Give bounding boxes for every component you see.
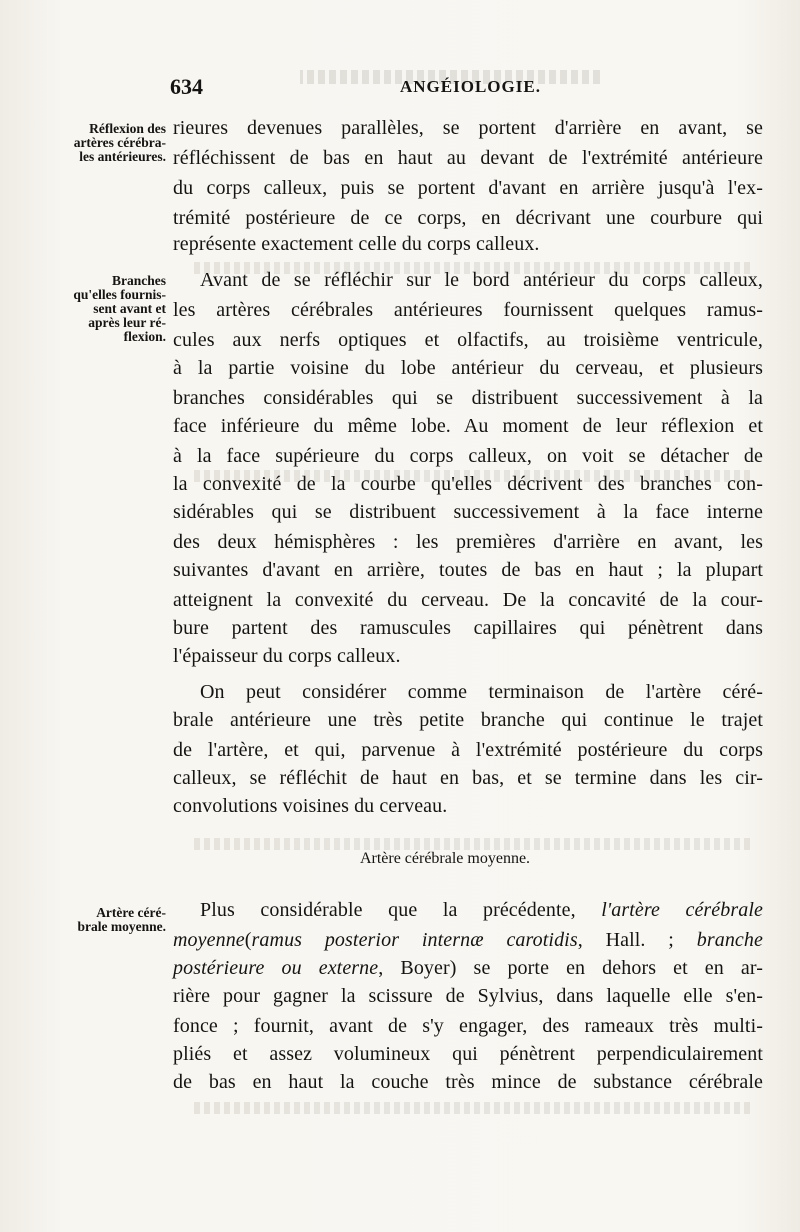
text-line: Avant de se réfléchir sur le bord antérieur du corps calleux, xyxy=(200,269,763,291)
section-heading xyxy=(0,850,800,868)
sidenote-line: artères cérébra- xyxy=(73,135,166,150)
text-line: atteignent la convexité du cerveau. De la concavité de la cour- xyxy=(173,589,763,611)
sidenote-line: Branches xyxy=(112,273,166,288)
text-line: la convexité de la courbe qu'elles décrivent des branches con- xyxy=(173,473,763,495)
text-line: à la face supérieure du corps calleux, on voit se détacher de xyxy=(173,445,763,467)
text-line: rière pour gagner la scissure de Sylvius, dans laquelle elle s'en- xyxy=(173,985,763,1007)
sidenote-line: Réflexion des xyxy=(89,121,166,136)
text-line: de bas en haut la couche très mince de substance cérébrale xyxy=(173,1071,763,1093)
italic-term: l'artère cérébrale xyxy=(601,899,763,921)
text-line: On peut considérer comme terminaison de l'artère céré- xyxy=(200,681,763,703)
text-run: , Boyer) se porte en dehors et en ar- xyxy=(378,957,763,979)
sidenote-branches xyxy=(56,274,166,344)
text-line: branches considérables qui se distribuent successivement à la xyxy=(173,387,763,409)
running-title: ANGÉIOLOGIE. xyxy=(400,77,541,96)
text-line: des deux hémisphères : les premières d'arrière en avant, les xyxy=(173,531,763,553)
text-line xyxy=(200,898,763,922)
text-line: les artères cérébrales antérieures fournissent quelques ramus- xyxy=(173,299,763,321)
italic-term: moyenne xyxy=(173,929,245,951)
text-line: de l'artère, et qui, parvenue à l'extrémité postérieure du corps xyxy=(173,739,763,761)
text-line: à la partie voisine du lobe antérieur du cerveau, et plusieurs xyxy=(173,357,763,379)
text-line: l'épaisseur du corps calleux. xyxy=(173,645,401,667)
bleed-through xyxy=(190,1102,750,1114)
text-line: trémité postérieure de ce corps, en décrivant une courbure qui xyxy=(173,207,763,229)
text-line: suivantes d'avant en arrière, toutes de bas en haut ; la plupart xyxy=(173,559,763,581)
page-number: 634 xyxy=(170,74,203,99)
text-line: fonce ; fournit, avant de s'y engager, des rameaux très multi- xyxy=(173,1015,763,1037)
italic-term: ramus posterior internæ carotidis xyxy=(251,929,578,951)
text-line: brale antérieure une très petite branche qui continue le trajet xyxy=(173,709,763,731)
page-header xyxy=(170,74,760,100)
text-line: du corps calleux, puis se portent d'avant en arrière jusqu'à l'ex- xyxy=(173,177,763,199)
text-line: bure partent des ramuscules capillaires qui pénètrent dans xyxy=(173,617,763,639)
sidenote-moyenne xyxy=(56,906,166,934)
sidenote-line: flexion. xyxy=(123,329,166,344)
text-line xyxy=(173,956,763,980)
text-line: représente exactement celle du corps calleux. xyxy=(173,233,540,255)
sidenote-line: après leur ré- xyxy=(88,315,166,330)
text-run: Plus considérable que la précédente, xyxy=(200,899,602,921)
text-line: calleux, se réfléchit de haut en bas, et se termine dans les cir- xyxy=(173,767,763,789)
text-line: cules aux nerfs optiques et olfactifs, au troisième ventricule, xyxy=(173,329,763,351)
text-line: convolutions voisines du cerveau. xyxy=(173,795,448,817)
italic-term: postérieure ou externe xyxy=(173,957,379,979)
sidenote-line: brale moyenne. xyxy=(77,919,166,934)
text-line: pliés et assez volumineux qui pénètrent perpendiculairement xyxy=(173,1043,763,1065)
sidenote-reflexion xyxy=(56,122,166,164)
bleed-through xyxy=(190,838,750,850)
text-line: face inférieure du même lobe. Au moment de leur réflexion et xyxy=(173,415,763,437)
text-run: ( xyxy=(244,929,252,951)
sidenote-line: les antérieures. xyxy=(79,149,166,164)
text-run: , Hall. ; xyxy=(577,929,697,951)
italic-term: branche xyxy=(696,929,763,951)
sidenote-line: qu'elles fournis- xyxy=(73,287,166,302)
section-heading-text: Artère cérébrale moyenne. xyxy=(359,850,531,867)
text-line: réfléchissent de bas en haut au devant de l'extrémité antérieure xyxy=(173,147,763,169)
text-line: rieures devenues parallèles, se portent d'arrière en avant, se xyxy=(173,117,763,139)
sidenote-line: Artère céré- xyxy=(96,905,166,920)
text-line: sidérables qui se distribuent successivement à la face interne xyxy=(173,501,763,523)
text-line xyxy=(173,928,763,952)
sidenote-line: sent avant et xyxy=(93,301,166,316)
